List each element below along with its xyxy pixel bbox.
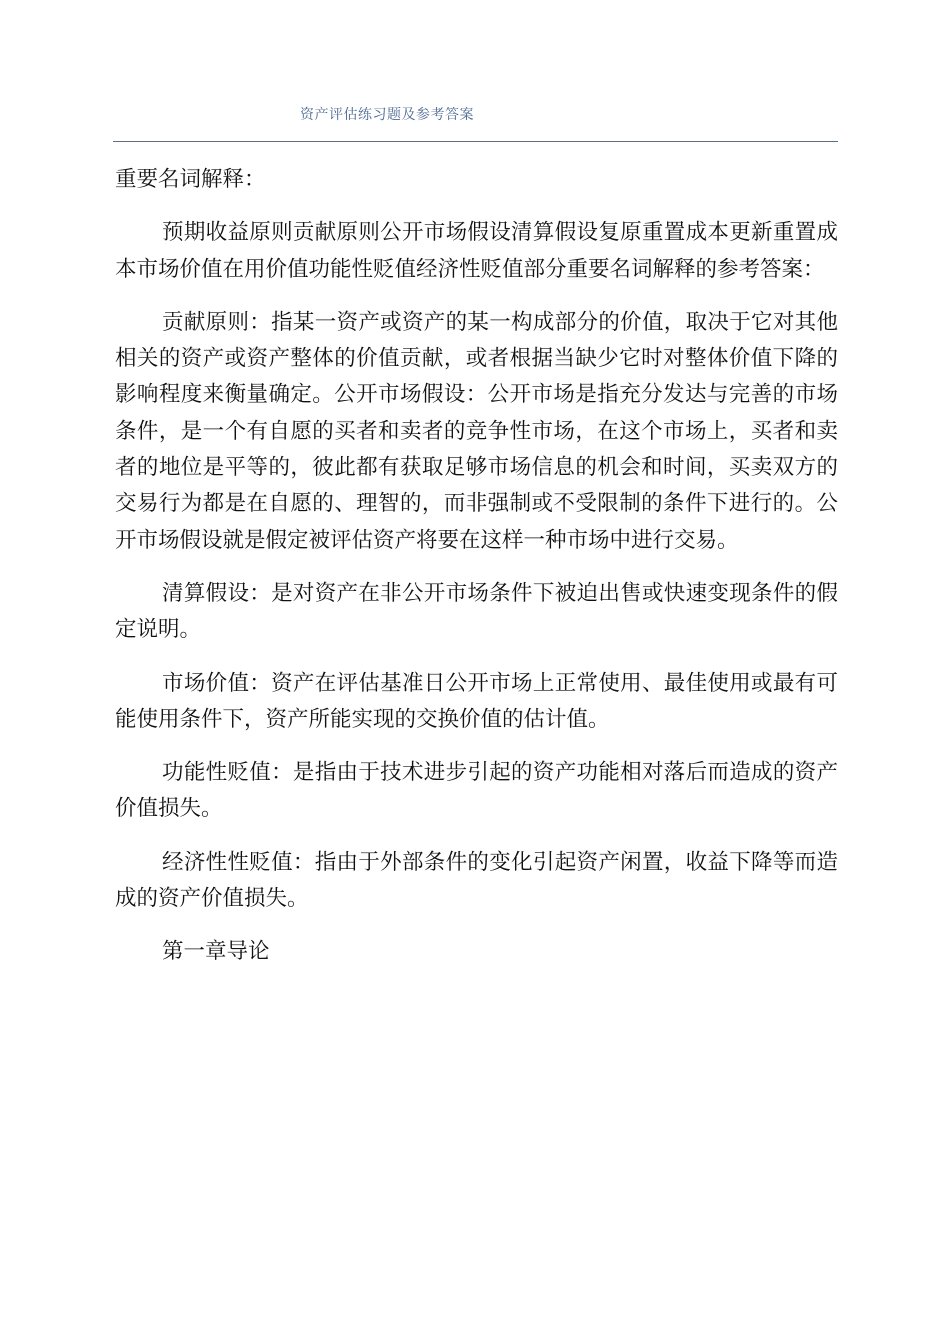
page-header (0, 0, 950, 150)
paragraph-functional-depreciation: 功能性贬值：是指由于技术进步引起的资产功能相对落后而造成的资产价值损失。 (115, 760, 838, 822)
paragraph-economic-depreciation: 经济性性贬值：指由于外部条件的变化引起资产闲置，收益下降等而造成的资产价值损失。 (115, 849, 838, 912)
section-heading: 重要名词解释： (115, 167, 266, 192)
paragraph-liquidation-assumption: 清算假设：是对资产在非公开市场条件下被迫出售或快速变现条件的假定说明。 (115, 580, 838, 643)
header-title: 资产评估练习题及参考答案 (300, 107, 474, 123)
paragraph-market-value: 市场价值：资产在评估基准日公开市场上正常使用、最佳使用或最有可能使用条件下，资产所能实现的交换价值的估计值。 (115, 670, 838, 732)
document-body (115, 162, 838, 971)
paragraph-term-list: 预期收益原则贡献原则公开市场假设清算假设复原重置成本更新重置成本市场价值在用价值功能性贬值经济性贬值部分重要名词解释的参考答案： (115, 220, 838, 282)
paragraph-contribution-principle: 贡献原则：指某一资产或资产的某一构成部分的价值，取决于它对其他相关的资产或资产整体的价值贡献，或者根据当缺少它时对整体价值下降的影响程度来衡量确定。公开市场假设：公开市场是指充分发达与完善的市场条件，是一个有自愿的买者和卖者的竞争性市场，在这个市场上，买者和卖者的地位是平等的，彼此都有获取足够市场信息的机会和时间，买卖双方的交易行为都是在自愿的、理智的，而非强制或不受限制的条件下进行的。公开市场假设就是假定被评估资产将要在这样一种市场中进行交易。 (115, 309, 838, 553)
header-divider (113, 141, 838, 142)
chapter-heading: 第一章导论 (162, 939, 270, 965)
